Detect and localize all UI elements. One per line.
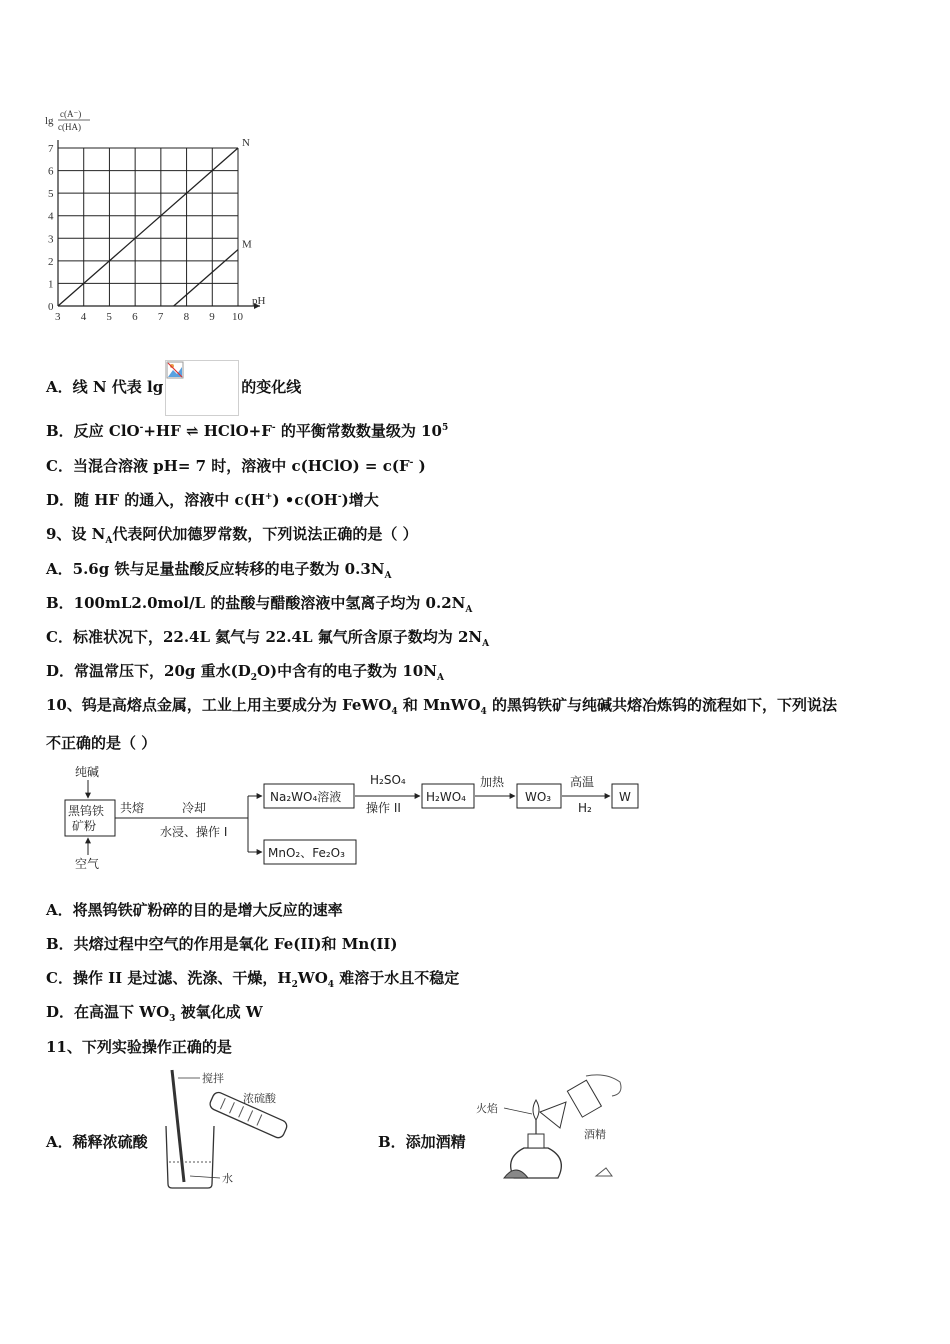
- dilute-acid-illustration: [158, 1066, 308, 1192]
- flow-air: 空气: [75, 857, 100, 871]
- chart-ylabel: [45, 109, 90, 132]
- series-line-N: [58, 148, 238, 306]
- q10-c-sub-1: 2: [291, 980, 298, 990]
- q8-d-text-3: )增大: [341, 491, 379, 509]
- q8-option-b: [46, 420, 448, 441]
- x-tick-label: 5: [106, 311, 112, 323]
- label-acid: 浓硫酸: [243, 1092, 276, 1105]
- q10-option-d: [46, 1001, 263, 1024]
- flow-soda: 纯碱: [75, 765, 100, 779]
- q8-b-text-2: +HF ⇌ HClO+F: [143, 422, 272, 440]
- chart-series: [58, 137, 252, 306]
- series-line-M: [174, 250, 238, 306]
- flow-w: W: [619, 790, 631, 804]
- glass-rod: [172, 1070, 184, 1182]
- q8-option-a-suffix: 的变化线: [241, 378, 302, 396]
- q9-d-text-2: O)中含有的电子数为 10N: [256, 662, 437, 680]
- y-tick-label: 1: [48, 278, 54, 291]
- q9-d-sub-2: A: [436, 673, 444, 683]
- q10-c-text-2: WO: [297, 969, 328, 987]
- chart-ylabel-denominator: c(HA): [58, 122, 81, 132]
- q9-a-text: A．5.6g 铁与足量盐酸反应转移的电子数为 0.3N: [46, 560, 385, 578]
- flow-leach: 水浸、操作 I: [160, 825, 228, 839]
- q10-c-text-3: 难溶于水且不稳定: [334, 969, 460, 987]
- q10-stem-text-1: 10、钨是高熔点金属，工业上用主要成分为 FeWO: [46, 696, 392, 714]
- q10-stem-line-1: [46, 694, 837, 717]
- series-label-N: N: [242, 137, 250, 149]
- chart-ylabel-numerator: c(A⁻): [60, 109, 82, 119]
- label-stir: 搅拌: [202, 1072, 224, 1085]
- q8-option-d: [46, 489, 379, 510]
- x-tick-label: 3: [55, 311, 61, 323]
- q10-d-sub: 3: [169, 1014, 176, 1024]
- x-tick-label: 9: [209, 311, 215, 323]
- q10-d-text-1: D．在高温下 WO: [46, 1003, 170, 1021]
- flow-hightemp: 高温: [570, 775, 595, 789]
- alcohol-bottle: [567, 1080, 601, 1117]
- q9-stem-sub: A: [105, 536, 113, 546]
- y-tick-label: 3: [48, 233, 54, 246]
- flow-h2wo4: H₂WO₄: [426, 790, 466, 804]
- label-water: 水: [222, 1172, 233, 1185]
- q10-c-text-1: C．操作 II 是过滤、洗涤、干燥，H: [46, 969, 292, 987]
- q8-b-exponent: 5: [441, 423, 449, 433]
- q11-option-b: B．添加酒精: [378, 1133, 466, 1151]
- q8-option-a: [46, 360, 301, 416]
- q9-d-sub-1: 2: [250, 673, 257, 683]
- q8-b-text-1: B．反应 ClO: [46, 422, 140, 440]
- q9-b-sub: A: [465, 605, 473, 615]
- y-tick-label: 4: [48, 210, 54, 223]
- q8-d-sup-1: +: [264, 492, 273, 502]
- q10-option-a: A．将黑钨铁矿粉碎的目的是增大反应的速率: [46, 901, 343, 919]
- label-flame: 火焰: [476, 1102, 498, 1115]
- q10-stem-sub-1: 4: [391, 707, 398, 717]
- q9-option-b: [46, 592, 472, 615]
- q8-c-text-2: ): [413, 457, 426, 475]
- q8-option-a-text: A．线 N 代表 lg: [46, 378, 164, 396]
- q9-option-d: [46, 660, 444, 683]
- flow-mno2: MnO₂、Fe₂O₃: [268, 846, 345, 860]
- q10-stem-text-2: 和 MnWO: [397, 696, 481, 714]
- q9-c-sub: A: [482, 639, 490, 649]
- flow-na2wo4: Na₂WO₄溶液: [270, 790, 342, 804]
- q8-c-sup: -: [409, 458, 414, 468]
- q9-b-text: B．100mL2.0mol/L 的盐酸与醋酸溶液中氢离子均为 0.2N: [46, 594, 466, 612]
- label-alcohol: 酒精: [584, 1128, 606, 1141]
- q9-stem: [46, 523, 418, 546]
- q10-c-sub-2: 4: [327, 980, 335, 990]
- broken-image-placeholder: [165, 360, 239, 416]
- x-tick-label: 7: [157, 311, 164, 323]
- q8-option-c: [46, 455, 426, 476]
- chart-x-ticks: [55, 311, 244, 323]
- q9-a-sub: A: [384, 571, 392, 581]
- water-pointer: [190, 1176, 220, 1178]
- q10-stem-sub-2: 4: [480, 707, 487, 717]
- flow-h2so4: H₂SO₄: [370, 773, 406, 787]
- flow-cool: 冷却: [182, 801, 207, 815]
- flow-heat: 加热: [480, 775, 505, 789]
- q8-d-text-2: ) •c(OH: [272, 491, 338, 509]
- tungsten-process-flowchart: [60, 762, 660, 874]
- q11-stem: 11、下列实验操作正确的是: [46, 1038, 232, 1056]
- q11-option-a: A．稀释浓硫酸: [46, 1133, 148, 1151]
- flow-ore-line-2: 矿粉: [72, 819, 97, 833]
- q10-stem-text-3: 的黑钨铁矿与纯碱共熔冶炼钨的流程如下，下列说法: [486, 696, 838, 714]
- q9-option-a: [46, 558, 391, 581]
- flow-wo3: WO₃: [525, 790, 552, 804]
- ph-log-ratio-chart: [40, 100, 280, 330]
- q9-stem-text-2: 代表阿伏加德罗常数，下列说法正确的是（ ）: [112, 525, 418, 543]
- lamp-neck: [528, 1134, 544, 1148]
- q8-b-text-3: 的平衡常数数量级为 10: [275, 422, 442, 440]
- add-alcohol-illustration: [474, 1072, 644, 1190]
- x-tick-label: 8: [183, 311, 190, 323]
- q8-c-text-1: C．当混合溶液 pH= 7 时，溶液中 c(HClO) = c(F: [46, 457, 410, 475]
- x-tick-label: 6: [132, 311, 138, 323]
- flow-op2: 操作 II: [366, 801, 401, 815]
- y-tick-label: 6: [48, 165, 54, 178]
- q9-stem-text-1: 9、设 N: [46, 525, 106, 543]
- chart-y-ticks: [48, 143, 54, 313]
- cap-sketch: [596, 1168, 612, 1176]
- q10-d-text-2: 被氧化成 W: [175, 1003, 263, 1021]
- beaker-outline: [166, 1126, 214, 1188]
- q9-option-c: [46, 626, 489, 649]
- q8-d-sup-2: -: [337, 492, 342, 502]
- q10-stem-line-2: 不正确的是（ ）: [46, 734, 157, 752]
- flow-fuse: 共熔: [120, 801, 145, 815]
- q9-c-text: C．标准状况下，22.4L 氦气与 22.4L 氟气所含原子数均为 2N: [46, 628, 483, 646]
- x-tick-label: 10: [232, 311, 243, 323]
- flow-h2: H₂: [578, 801, 592, 815]
- q8-b-sup-2: -: [271, 423, 276, 433]
- q8-b-sup-1: -: [139, 423, 144, 433]
- q10-option-b: B．共熔过程中空气的作用是氧化 Fe(II)和 Mn(II): [46, 935, 398, 953]
- x-tick-label: 4: [80, 311, 87, 323]
- q10-option-c: [46, 967, 459, 990]
- y-tick-label: 2: [48, 255, 54, 268]
- series-label-M: M: [242, 238, 252, 251]
- q8-d-text-1: D．随 HF 的通入，溶液中 c(H: [46, 491, 265, 509]
- chart-xlabel: pH: [252, 295, 266, 307]
- q9-d-text-1: D．常温常压下，20g 重水(D: [46, 662, 251, 680]
- flame-icon: [533, 1100, 539, 1120]
- y-tick-label: 5: [48, 188, 54, 201]
- y-tick-label: 7: [48, 143, 54, 155]
- y-tick-label: 0: [48, 301, 54, 313]
- funnel: [540, 1102, 566, 1128]
- broken-image-icon: [166, 361, 184, 379]
- chart-ylabel-prefix: lg: [45, 115, 54, 127]
- flow-ore-line-1: 黑钨铁: [68, 804, 105, 818]
- flame-pointer: [504, 1108, 532, 1114]
